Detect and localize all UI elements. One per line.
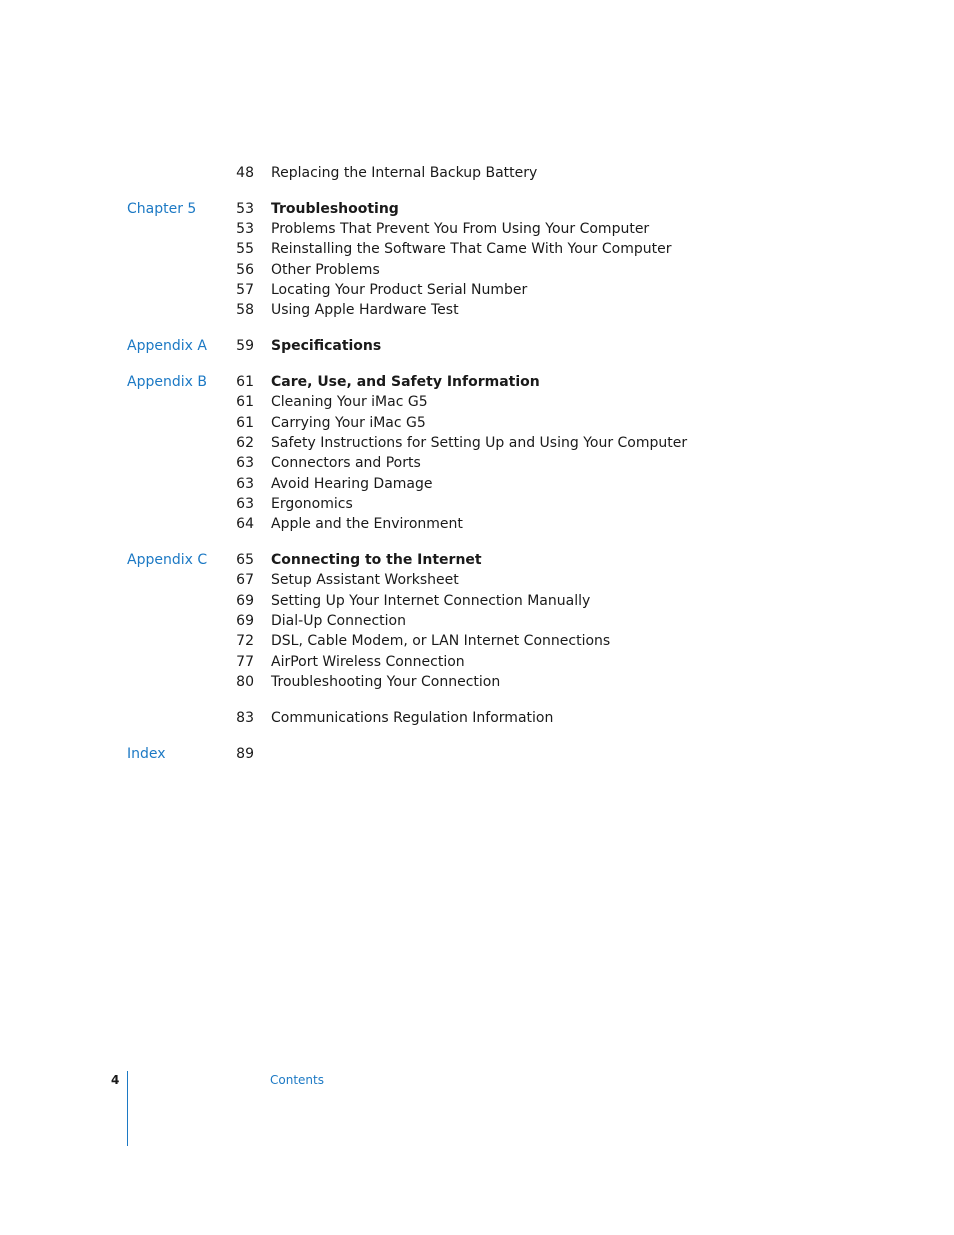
toc-entry-title: Specifications [271,338,382,355]
toc-page-number: 53 [236,221,254,238]
toc-page-number: 63 [236,455,254,472]
toc-page-number: 56 [236,261,254,278]
toc-page-number: 61 [236,414,254,431]
toc-page-number: 59 [236,338,254,355]
footer-section-title: Contents [270,1073,324,1087]
toc-entry-title: Carrying Your iMac G5 [271,414,426,431]
toc-entry-title: Safety Instructions for Setting Up and Using Your Computer [271,435,688,452]
toc-entry[interactable] [0,413,954,433]
toc-section-label[interactable]: Index [127,745,166,762]
toc-entry[interactable] [0,474,954,494]
toc-entry[interactable] [0,672,954,692]
toc-entry-title: Setup Assistant Worksheet [271,572,459,589]
toc-page-number: 57 [236,282,254,299]
toc-entry-title: Other Problems [271,261,380,278]
toc-entry[interactable] [0,514,954,534]
toc-entry[interactable] [0,708,954,728]
toc-entry[interactable] [0,631,954,651]
toc-page-number: 48 [236,165,254,181]
toc-entry-title: Connectors and Ports [271,455,421,472]
toc-entry[interactable] [0,300,954,320]
toc-entry[interactable] [0,163,954,183]
toc-group [0,372,954,534]
toc-section-label[interactable]: Appendix C [127,552,208,569]
toc-group [0,550,954,692]
toc-entry-title: DSL, Cable Modem, or LAN Internet Connections [271,633,611,650]
toc-page-number: 83 [236,709,254,726]
toc-group [0,163,954,183]
toc-entry[interactable] [0,199,954,219]
toc-entry[interactable] [0,219,954,239]
toc-entry[interactable] [0,280,954,300]
toc-page-number: 77 [236,653,254,670]
toc-page-number: 72 [236,633,254,650]
toc-entry[interactable] [0,611,954,631]
toc-page-number: 58 [236,302,254,319]
toc-entry-title: Avoid Hearing Damage [271,475,433,492]
toc-page-number: 63 [236,475,254,492]
footer-divider [127,1071,128,1146]
toc-page-number: 61 [236,394,254,411]
toc-entry[interactable] [0,260,954,280]
toc-entry-title: Dial-Up Connection [271,613,406,630]
toc-page-number: 61 [236,374,254,391]
toc-group [0,708,954,728]
toc-entry[interactable] [0,494,954,514]
toc-page-number: 80 [236,673,254,690]
toc-entry-title: Care, Use, and Safety Information [271,374,540,391]
toc-section-label[interactable]: Chapter 5 [127,200,197,217]
toc-group [0,336,954,356]
toc-entry[interactable] [0,239,954,259]
toc-page-number: 89 [236,745,254,762]
toc-entry-title: Ergonomics [271,495,353,512]
toc-entry[interactable] [0,433,954,453]
toc-entry-title: Troubleshooting Your Connection [271,673,501,690]
toc-entry[interactable] [0,744,954,764]
toc-page-number: 65 [236,552,254,569]
page-number: 4 [111,1073,120,1087]
toc-entry-title: Locating Your Product Serial Number [271,282,528,299]
toc-section-label[interactable]: Appendix A [127,338,207,355]
toc-page-number: 63 [236,495,254,512]
toc-page-number: 55 [236,241,254,258]
toc-page-number: 62 [236,435,254,452]
table-of-contents [0,163,954,780]
toc-entry-title: Reinstalling the Software That Came With Your Computer [271,241,672,258]
toc-entry-title: AirPort Wireless Connection [271,653,465,670]
toc-entry-title: Communications Regulation Information [271,709,554,726]
toc-entry[interactable] [0,550,954,570]
toc-entry-title: Setting Up Your Internet Connection Manually [271,592,591,609]
toc-entry-title: Connecting to the Internet [271,552,482,569]
toc-entry-title: Problems That Prevent You From Using Your Computer [271,221,650,238]
toc-group [0,199,954,321]
toc-section-label[interactable]: Appendix B [127,374,207,391]
toc-page-number: 64 [236,516,254,533]
toc-page-number: 53 [236,200,254,217]
toc-group [0,744,954,764]
toc-entry[interactable] [0,591,954,611]
toc-entry-title: Using Apple Hardware Test [271,302,459,319]
toc-entry[interactable] [0,652,954,672]
toc-entry[interactable] [0,392,954,412]
toc-entry[interactable] [0,453,954,473]
toc-page-number: 69 [236,592,254,609]
toc-entry-title: Apple and the Environment [271,516,463,533]
toc-entry[interactable] [0,336,954,356]
toc-page-number: 67 [236,572,254,589]
toc-entry[interactable] [0,570,954,590]
toc-entry-title: Replacing the Internal Backup Battery [271,165,538,181]
toc-entry-title: Troubleshooting [271,200,399,217]
toc-page-number: 69 [236,613,254,630]
toc-entry[interactable] [0,372,954,392]
toc-entry-title: Cleaning Your iMac G5 [271,394,428,411]
